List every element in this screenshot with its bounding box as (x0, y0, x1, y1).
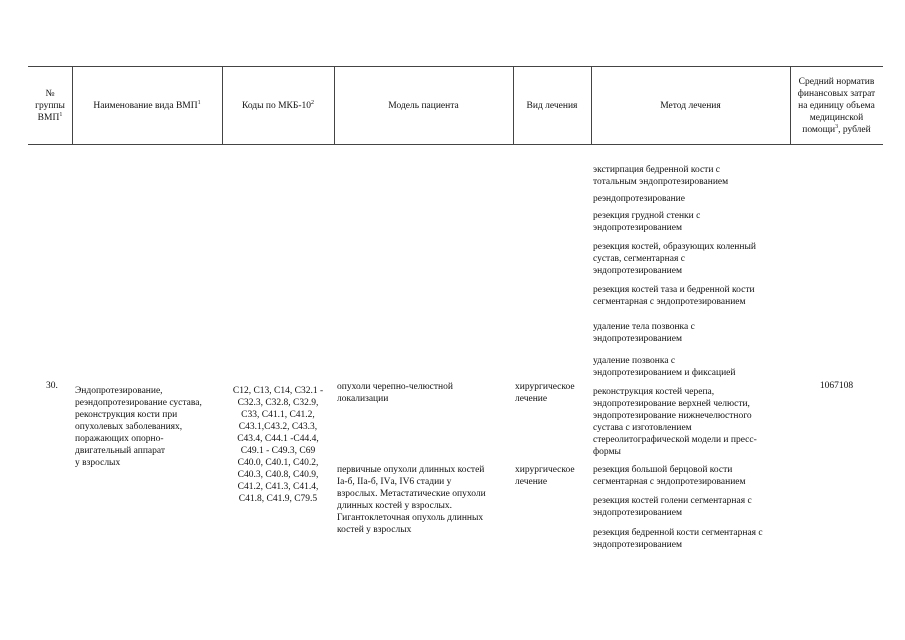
header-treatment-method: Метод лечения (660, 100, 721, 111)
header-bottom-border (28, 144, 883, 145)
header-treatment-type: Вид лечения (526, 100, 578, 111)
header-group-label: группы (35, 100, 65, 111)
header-group-number (28, 67, 72, 144)
method-item: экстирпация бедренной кости с тотальным эндопротезированием (593, 165, 729, 187)
method-item: реэндопротезирование (593, 194, 685, 204)
method-item: удаление позвонка с эндопротезированием и фиксацией (593, 356, 736, 378)
header-average-cost: Средний норматив финансовых затрат на единицу объема медицинской помощи$^3$, рублей (797, 76, 876, 135)
method-item: резекция костей, образующих коленный сустав, сегментарная с эндопротезированием (593, 242, 756, 276)
header-vmp-name: Наименование вида ВМП$^1$ (93, 99, 201, 111)
header-number-sign: № (45, 88, 55, 99)
treatment-type-1: хирургическое лечение (515, 382, 575, 404)
patient-model-cranio: опухоли черепно-челюстной локализации (337, 382, 453, 404)
method-item: резекция грудной стенки с эндопротезированием (593, 211, 701, 233)
patient-model-long-bones: первичные опухоли длинных костей Iа-б, IIа-б, IVа, IV6 стадии у взрослых. Метастатические опухоли длинных костей у взрослых. Гигантоклеточная опухоль длинных костей у взрослых (337, 465, 486, 535)
method-item: резекция бедренной кости сегментарная с эндопротезированием (593, 528, 763, 550)
method-item: удаление тела позвонка с эндопротезированием (593, 322, 695, 344)
method-item: резекция костей таза и бедренной кости сегментарная с эндопротезированием (593, 285, 755, 307)
average-cost-value: 1067108 (819, 381, 854, 391)
row-number: 30. (46, 381, 58, 391)
header-vmp-label: ВМП$^1$ (37, 111, 63, 123)
icd-codes-text: C12, C13, C14, C32.1 - C32.3, C32.8, C32.9, C33, C41.1, C41.2, C43.1,C43.2, C43.3, C43.4, C44.1 -C44.4, C49.1 - C49.3, C69 C40.0, C40.1, C40.2, C40.3, C40.8, C40.9, C41.2, C41.3, C41.4, C41.8, C41.9, C79.5 (232, 386, 324, 504)
method-item: резекция костей голени сегментарная с эндопротезированием (593, 496, 752, 518)
treatment-type-2: хирургическое лечение (515, 465, 575, 487)
header-icd-codes: Коды по МКБ-$10^2$ (241, 99, 315, 111)
vmp-name-text: Эндопротезирование, реэндопротезирование сустава, реконструкция кости при опухолевых заболеваниях, поражающих опорно- двигательный аппарат у взрослых (75, 386, 202, 468)
method-item: резекция большой берцовой кости сегментарная с эндопротезированием (593, 465, 746, 487)
method-item: реконструкция костей черепа, эндопротезирование верхней челюсти, эндопротезирование нижнечелюстного сустава с изготовлением стереолитографической модели и пресс- формы (593, 387, 757, 457)
header-patient-model: Модель пациента (388, 100, 459, 111)
